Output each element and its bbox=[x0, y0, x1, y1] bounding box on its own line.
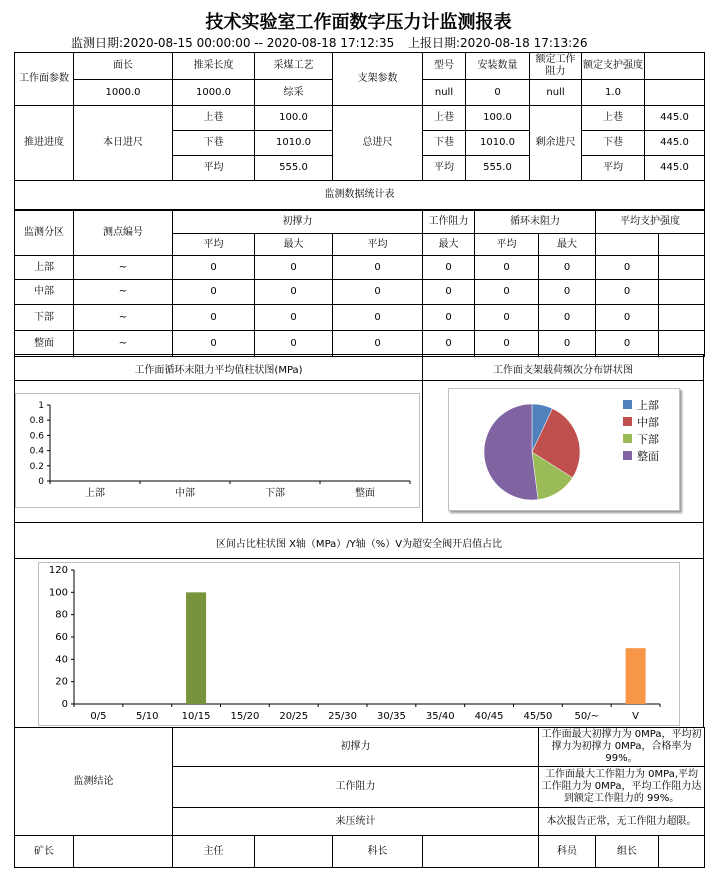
mining-height-value: 1000.0 bbox=[173, 80, 255, 106]
rated-resist-value: null bbox=[530, 80, 582, 106]
rated-resist-label: 额定工作阻力 bbox=[530, 53, 582, 80]
value-cell: 0 bbox=[475, 331, 539, 357]
legend-item bbox=[623, 447, 659, 464]
legend-swatch bbox=[623, 451, 632, 460]
x-tick-label: 上部 bbox=[85, 488, 105, 499]
x-tick-label: 40/45 bbox=[474, 711, 504, 722]
table-row bbox=[15, 331, 705, 357]
y-tick-label: 100 bbox=[48, 587, 68, 599]
conclusion-table bbox=[14, 727, 705, 868]
process-value: 综采 bbox=[255, 80, 333, 106]
remain-lower-value: 445.0 bbox=[645, 131, 705, 156]
avg-strength-header: 平均支护强度 bbox=[596, 211, 705, 234]
table-row bbox=[15, 305, 705, 331]
point-cell: ~ bbox=[74, 256, 173, 280]
legend-item bbox=[623, 396, 659, 413]
signature-field bbox=[659, 836, 705, 868]
load-frequency-pie-chart bbox=[470, 400, 600, 505]
pressure-label: 来压统计 bbox=[173, 808, 539, 836]
face-length-label: 面长 bbox=[74, 53, 173, 80]
y-tick-label: 0.2 bbox=[29, 461, 44, 472]
y-tick-label: 0 bbox=[38, 477, 44, 487]
conclusion-label: 监测结论 bbox=[15, 728, 173, 836]
value-cell: 0 bbox=[539, 331, 596, 357]
stats-table bbox=[14, 210, 705, 357]
upper-label: 上巷 bbox=[173, 106, 255, 131]
max-subheader: 最大 bbox=[255, 234, 333, 256]
x-tick-label: 中部 bbox=[175, 488, 195, 499]
zone-cell: 下部 bbox=[15, 305, 74, 331]
x-tick-label: 下部 bbox=[265, 488, 285, 499]
work-header: 工作阻力 bbox=[423, 211, 475, 234]
avg-label: 平均 bbox=[173, 156, 255, 181]
value-cell: 0 bbox=[423, 256, 475, 280]
value-cell: 0 bbox=[475, 280, 539, 305]
chart3-frame bbox=[39, 563, 680, 726]
avg-subheader: 平均 bbox=[475, 234, 539, 256]
empty-cell bbox=[659, 256, 705, 280]
x-tick-label: 5/10 bbox=[136, 711, 159, 722]
cycle-header: 循环末阻力 bbox=[475, 211, 596, 234]
value-cell: 0 bbox=[423, 280, 475, 305]
empty-cell bbox=[596, 234, 659, 256]
upper-label: 上巷 bbox=[423, 106, 466, 131]
value-cell: 0 bbox=[475, 256, 539, 280]
mining-height-label: 推采长度 bbox=[173, 53, 255, 80]
chart1-title: 工作面循环末阻力平均值柱状图(MPa) bbox=[134, 365, 303, 376]
zone-cell: 中部 bbox=[15, 280, 74, 305]
total-lower-value: 1010.0 bbox=[466, 131, 530, 156]
avg-label: 平均 bbox=[423, 156, 466, 181]
init-header: 初撑力 bbox=[173, 211, 423, 234]
empty-cell bbox=[645, 53, 705, 80]
value-cell: 0 bbox=[255, 305, 333, 331]
model-label: 型号 bbox=[423, 53, 466, 80]
chart3-title: 区间占比柱状图 X轴（MPa）/Y轴（%）V为超安全阀开启值占比 bbox=[215, 539, 503, 550]
remain-upper-value: 445.0 bbox=[645, 106, 705, 131]
value-cell: 0 bbox=[596, 331, 659, 357]
empty-cell bbox=[659, 305, 705, 331]
y-tick-label: 40 bbox=[55, 654, 68, 666]
process-label: 采煤工艺 bbox=[255, 53, 333, 80]
count-label: 安装数量 bbox=[466, 53, 530, 80]
chart2-title: 工作面支架载荷频次分布饼状图 bbox=[493, 365, 633, 376]
remain-progress-label: 剩余进尺 bbox=[530, 106, 582, 181]
point-header: 测点编号 bbox=[74, 211, 173, 256]
bar bbox=[626, 648, 646, 704]
avg-subheader: 平均 bbox=[333, 234, 423, 256]
point-cell: ~ bbox=[74, 305, 173, 331]
monitor-date-label: 监测日期: bbox=[71, 36, 124, 50]
legend-item bbox=[623, 413, 659, 430]
face-length-value: 1000.0 bbox=[74, 80, 173, 106]
point-cell: ~ bbox=[74, 331, 173, 357]
y-tick-label: 0.8 bbox=[29, 416, 44, 427]
table-row bbox=[15, 280, 705, 305]
y-tick-label: 0.4 bbox=[29, 446, 44, 457]
empty-cell bbox=[659, 280, 705, 305]
value-cell: 0 bbox=[333, 280, 423, 305]
value-cell: 0 bbox=[333, 256, 423, 280]
interval-bar-chart bbox=[38, 562, 680, 726]
x-tick-label: 整面 bbox=[355, 488, 375, 499]
bar bbox=[186, 592, 206, 704]
avg-label: 平均 bbox=[582, 156, 645, 181]
legend-swatch bbox=[623, 434, 632, 443]
pie-legend bbox=[623, 396, 659, 464]
rated-strength-label: 额定支护强度 bbox=[582, 53, 645, 80]
empty-cell bbox=[645, 80, 705, 106]
staff-label: 科员 bbox=[539, 836, 596, 868]
today-progress-label: 本日进尺 bbox=[74, 106, 173, 181]
y-tick-label: 120 bbox=[48, 565, 68, 576]
report-date bbox=[408, 34, 588, 51]
empty-cell bbox=[659, 331, 705, 357]
value-cell: 0 bbox=[255, 280, 333, 305]
zone-header: 监测分区 bbox=[15, 211, 74, 256]
team-leader-label: 组长 bbox=[596, 836, 659, 868]
signature-field bbox=[423, 836, 539, 868]
value-cell: 0 bbox=[333, 305, 423, 331]
director-label: 主任 bbox=[173, 836, 255, 868]
y-tick-label: 60 bbox=[55, 632, 68, 643]
legend-swatch bbox=[623, 400, 632, 409]
remain-avg-value: 445.0 bbox=[645, 156, 705, 181]
y-tick-label: 0.6 bbox=[29, 431, 44, 442]
x-tick-label: 15/20 bbox=[230, 711, 260, 722]
init-force-label: 初撑力 bbox=[173, 728, 539, 767]
value-cell: 0 bbox=[423, 331, 475, 357]
legend-label: 下部 bbox=[637, 432, 659, 446]
work-resist-text: 工作面最大工作阻力为 0MPa,平均工作阻力为 0MPa，平均工作阻力达到额定工作阻力的 99%。 bbox=[539, 767, 705, 808]
value-cell: 0 bbox=[539, 280, 596, 305]
init-force-text: 工作面最大初撑力为 0MPa，平均初撑力为初撑力 0MPa，合格率为 99%。 bbox=[539, 728, 705, 767]
y-tick-label: 0 bbox=[61, 699, 68, 710]
legend-swatch bbox=[623, 417, 632, 426]
x-tick-label: 0/5 bbox=[90, 711, 107, 722]
rated-strength-value: 1.0 bbox=[582, 80, 645, 106]
zone-cell: 上部 bbox=[15, 256, 74, 280]
report-date-value: 2020-08-18 17:13:26 bbox=[460, 36, 588, 50]
y-tick-label: 20 bbox=[55, 676, 68, 688]
x-tick-label: 10/15 bbox=[181, 711, 211, 722]
table-row bbox=[15, 256, 705, 280]
max-subheader: 最大 bbox=[539, 234, 596, 256]
value-cell: 0 bbox=[173, 256, 255, 280]
value-cell: 0 bbox=[333, 331, 423, 357]
today-avg-value: 555.0 bbox=[255, 156, 333, 181]
total-avg-value: 555.0 bbox=[466, 156, 530, 181]
value-cell: 0 bbox=[539, 256, 596, 280]
model-value: null bbox=[423, 80, 466, 106]
legend-label: 上部 bbox=[637, 398, 659, 412]
y-tick-label: 80 bbox=[55, 609, 68, 621]
progress-label: 推进进度 bbox=[15, 106, 74, 181]
face-params-label: 工作面参数 bbox=[15, 53, 74, 106]
x-tick-label: 50/~ bbox=[574, 711, 599, 722]
value-cell: 0 bbox=[173, 305, 255, 331]
upper-label: 上巷 bbox=[582, 106, 645, 131]
resistance-bar-chart bbox=[15, 393, 420, 508]
x-tick-label: 25/30 bbox=[328, 711, 357, 722]
x-tick-label: V bbox=[632, 711, 640, 722]
value-cell: 0 bbox=[255, 256, 333, 280]
legend-item bbox=[623, 430, 659, 447]
work-resist-label: 工作阻力 bbox=[173, 767, 539, 808]
point-cell: ~ bbox=[74, 280, 173, 305]
signature-field bbox=[74, 836, 173, 868]
lower-label: 下巷 bbox=[423, 131, 466, 156]
pie-slice bbox=[484, 404, 538, 500]
count-value: 0 bbox=[466, 80, 530, 106]
today-lower-value: 1010.0 bbox=[255, 131, 333, 156]
section-chief-label: 科长 bbox=[333, 836, 423, 868]
zone-cell: 整面 bbox=[15, 331, 74, 357]
today-upper-value: 100.0 bbox=[255, 106, 333, 131]
total-progress-label: 总进尺 bbox=[333, 106, 423, 181]
lower-label: 下巷 bbox=[582, 131, 645, 156]
signature-field bbox=[255, 836, 333, 868]
value-cell: 0 bbox=[539, 305, 596, 331]
value-cell: 0 bbox=[173, 331, 255, 357]
legend-label: 整面 bbox=[637, 449, 659, 463]
x-tick-label: 20/25 bbox=[279, 711, 309, 722]
total-upper-value: 100.0 bbox=[466, 106, 530, 131]
value-cell: 0 bbox=[475, 305, 539, 331]
stats-title: 监测数据统计表 bbox=[15, 181, 705, 210]
value-cell: 0 bbox=[173, 280, 255, 305]
report-date-label: 上报日期: bbox=[408, 36, 461, 50]
value-cell: 0 bbox=[596, 256, 659, 280]
monitor-date-value: 2020-08-15 00:00:00 -- 2020-08-18 17:12:35 bbox=[123, 36, 395, 50]
empty-cell bbox=[659, 234, 705, 256]
value-cell: 0 bbox=[596, 280, 659, 305]
x-tick-label: 45/50 bbox=[523, 711, 553, 722]
parameters-table bbox=[14, 52, 705, 210]
lower-label: 下巷 bbox=[173, 131, 255, 156]
avg-subheader: 平均 bbox=[173, 234, 255, 256]
support-params-label: 支架参数 bbox=[333, 53, 423, 106]
pressure-text: 本次报告正常，无工作阻力超限。 bbox=[539, 808, 705, 836]
report-title: 技术实验室工作面数字压力计监测报表 bbox=[205, 12, 512, 33]
max-subheader: 最大 bbox=[423, 234, 475, 256]
y-tick-label: 1 bbox=[38, 401, 44, 411]
value-cell: 0 bbox=[423, 305, 475, 331]
value-cell: 0 bbox=[596, 305, 659, 331]
legend-label: 中部 bbox=[637, 415, 659, 429]
x-tick-label: 35/40 bbox=[425, 711, 455, 722]
mine-head-label: 矿长 bbox=[15, 836, 74, 868]
value-cell: 0 bbox=[255, 331, 333, 357]
monitor-date bbox=[71, 34, 394, 51]
x-tick-label: 30/35 bbox=[377, 711, 406, 722]
